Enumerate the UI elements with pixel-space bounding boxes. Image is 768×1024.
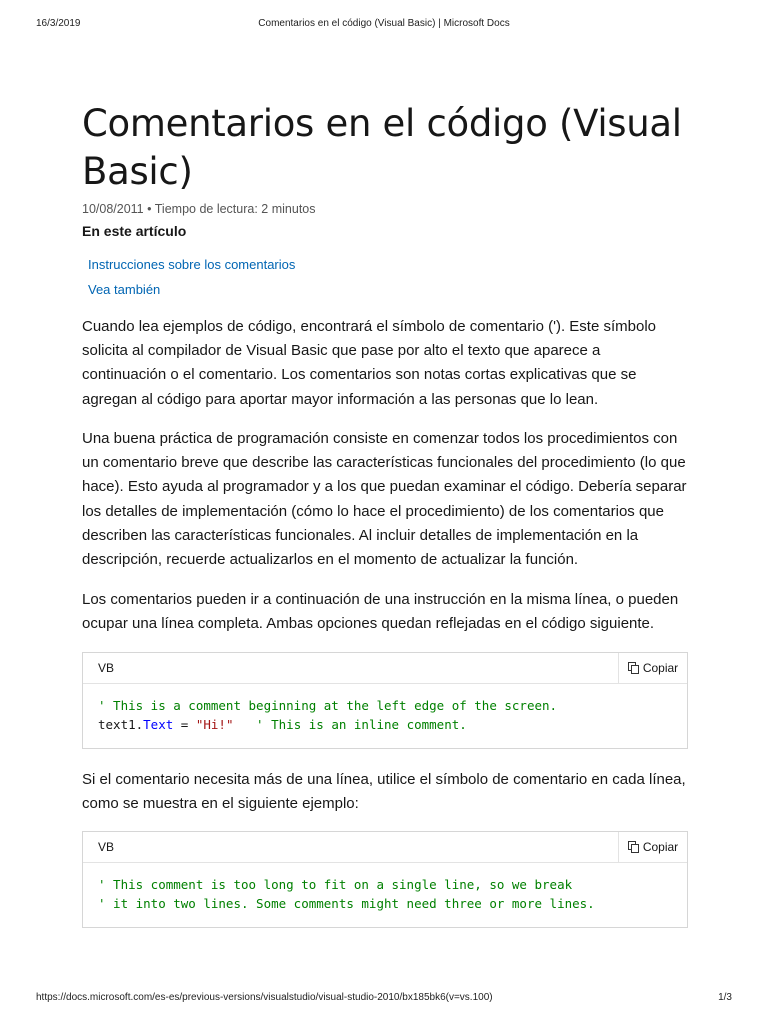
copy-label: Copiar (642, 840, 679, 854)
code-content (83, 863, 687, 927)
meta-separator: • (147, 202, 152, 216)
reading-time: Tiempo de lectura: 2 minutos (154, 202, 316, 216)
code-comment: ' This comment is too long to fit on a single line, so we break (98, 877, 573, 892)
print-url: https://docs.microsoft.com/es-es/previous-versions/visualstudio/visual-studio-2010/bx185bk6(v=vs.100) (36, 992, 493, 1003)
toc-heading: En este artículo (82, 223, 187, 239)
code-identifier: text1. (98, 717, 144, 732)
print-doc-title: Comentarios en el código (Visual Basic) | Microsoft Docs (258, 18, 510, 29)
code-language: VB (98, 661, 115, 675)
page-title: Comentarios en el código (Visual Basic) (82, 102, 682, 193)
print-date: 16/3/2019 (36, 18, 81, 29)
code-property: Text (143, 717, 174, 732)
code-block-header (83, 832, 687, 863)
copy-label: Copiar (642, 661, 679, 675)
copy-icon (628, 662, 640, 674)
code-block-header (83, 653, 687, 684)
code-operator: = (173, 717, 196, 732)
table-of-contents (88, 253, 295, 302)
page-indicator: 1/3 (718, 992, 732, 1003)
paragraph-inline: Los comentarios pueden ir a continuación de una instrucción en la misma línea, o pueden ocupar una línea completa. Ambas opciones quedan reflejadas en el código siguiente. (82, 591, 679, 633)
toc-link-vea-tambien[interactable]: Vea también (88, 281, 161, 297)
code-string: "Hi!" (195, 717, 234, 732)
paragraph-multiline: Si el comentario necesita más de una línea, utilice el símbolo de comentario en cada línea, como se muestra en el siguiente ejemplo: (82, 771, 686, 813)
paragraph-intro: Cuando lea ejemplos de código, encontrará el símbolo de comentario ('). Este símbolo solicita al compilador de Visual Basic que pase por alto el texto que aparece a continuación o el comentario. Los comentarios son notas cortas explicativas que se agregan al código para aportar mayor información a las personas que lo lean. (82, 318, 657, 408)
code-comment: ' This is a comment beginning at the left edge of the screen. (98, 698, 558, 713)
code-language: VB (98, 840, 115, 854)
article-date: 10/08/2011 (82, 202, 144, 216)
paragraph-good-practice: Una buena práctica de programación consiste en comenzar todos los procedimientos con un comentario breve que describe las características funcionales del procedimiento (lo que hace). Esto ayuda al programador y a los que puedan examinar el código. Debería separar los detalles de implementación (cómo lo hace el procedimiento) de los comentarios que describen las características funcionales. Al incluir detalles de implementación en la descripción, recuerde actualizarlos en el momento de actualizar la función. (82, 430, 687, 569)
code-content (83, 684, 687, 748)
copy-icon (628, 841, 640, 853)
toc-link-instrucciones[interactable]: Instrucciones sobre los comentarios (88, 257, 296, 272)
code-inline-comment: ' This is an inline comment. (233, 717, 467, 732)
code-comment: ' it into two lines. Some comments might need three or more lines. (98, 896, 595, 911)
article-meta (82, 202, 316, 216)
code-block-inline (82, 652, 688, 749)
code-block-multiline (82, 831, 688, 928)
copy-button[interactable] (618, 653, 687, 683)
copy-button[interactable] (618, 832, 687, 862)
